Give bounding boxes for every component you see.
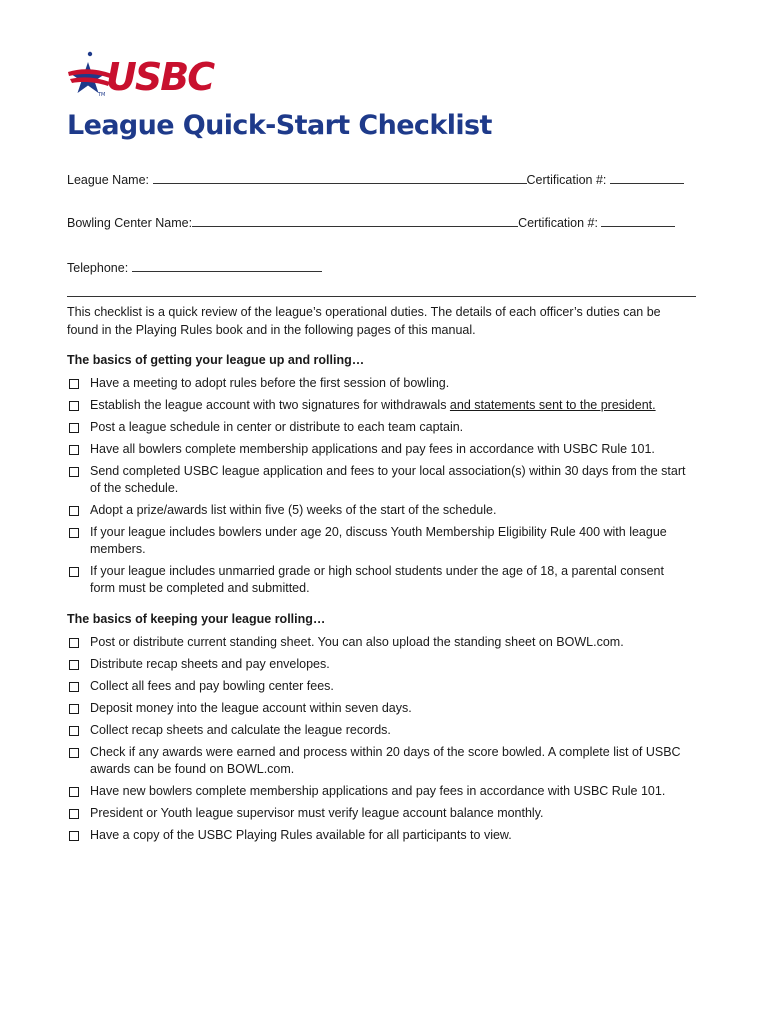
checkbox[interactable]: [69, 704, 79, 714]
trademark-mark: TM: [98, 92, 106, 98]
checkbox[interactable]: [69, 467, 79, 477]
checkbox[interactable]: [69, 567, 79, 577]
checkbox[interactable]: [69, 401, 79, 411]
intro-paragraph: This checklist is a quick review of the league’s operational duties. The details of each officer’s duties can be found in the Playing Rules book and in the following pages of this manual.: [67, 305, 661, 337]
checklist-item: President or Youth league supervisor must verify league account balance monthly.: [67, 805, 687, 822]
section-heading-getting-started: The basics of getting your league up and rolling…: [67, 353, 365, 367]
checklist-item: Check if any awards were earned and process within 20 days of the score bowled. A complete list of USBC awards can be found on BOWL.com.: [67, 744, 687, 778]
divider: [67, 296, 696, 297]
league-name-field[interactable]: [153, 171, 527, 184]
telephone-row: [67, 259, 322, 276]
checklist-item: Send completed USBC league application and fees to your local association(s) within 30 days from the start of the schedule.: [67, 463, 687, 497]
page-title: League Quick-Start Checklist: [67, 110, 492, 141]
pin-head: [88, 52, 92, 56]
logo-text: USBC: [106, 55, 214, 98]
checklist-item: Post or distribute current standing sheet. You can also upload the standing sheet on BOWL.com.: [67, 634, 687, 651]
certification-label: Certification #:: [526, 173, 607, 187]
bowling-center-row: [67, 214, 675, 231]
league-name-row: [67, 171, 684, 188]
certification-label: Certification #:: [518, 216, 598, 230]
checklist-item: Have new bowlers complete membership applications and pay fees in accordance with USBC Rule 101.: [67, 783, 687, 800]
telephone-label: Telephone:: [67, 261, 129, 275]
league-name-label: League Name:: [67, 173, 150, 187]
checklist-item: If your league includes bowlers under age 20, discuss Youth Membership Eligibility Rule 400 with league members.: [67, 524, 687, 558]
section-heading-keeping-rolling: The basics of keeping your league rolling…: [67, 612, 326, 626]
checkbox[interactable]: [69, 445, 79, 455]
checkbox[interactable]: [69, 748, 79, 758]
checklist-item: Post a league schedule in center or distribute to each team captain.: [67, 419, 687, 436]
checklist-item: If your league includes unmarried grade or high school students under the age of 18, a parental consent form must be completed and submitted.: [67, 563, 687, 597]
checklist-item: Collect recap sheets and calculate the league records.: [67, 722, 687, 739]
checkbox[interactable]: [69, 638, 79, 648]
checklist-item: Distribute recap sheets and pay envelopes.: [67, 656, 687, 673]
certification-field[interactable]: [610, 171, 684, 184]
checklist-item: Have all bowlers complete membership applications and pay fees in accordance with USBC Rule 101.: [67, 441, 687, 458]
checkbox[interactable]: [69, 528, 79, 538]
checklist-item: Adopt a prize/awards list within five (5) weeks of the start of the schedule.: [67, 502, 687, 519]
usbc-logo: [66, 48, 266, 98]
certification-field[interactable]: [601, 214, 675, 227]
bowling-center-field[interactable]: [192, 214, 518, 227]
checklist-item: Have a copy of the USBC Playing Rules available for all participants to view.: [67, 827, 687, 844]
checkbox[interactable]: [69, 809, 79, 819]
underlined-text: and statements sent to the president.: [449, 398, 656, 412]
checkbox[interactable]: [69, 423, 79, 433]
checklist-item: Deposit money into the league account within seven days.: [67, 700, 687, 717]
checklist-keeping-rolling: [67, 634, 687, 849]
checklist-item: Establish the league account with two signatures for withdrawals and statements sent to the president.: [67, 397, 687, 414]
checkbox[interactable]: [69, 379, 79, 389]
checkbox[interactable]: [69, 831, 79, 841]
checkbox[interactable]: [69, 660, 79, 670]
checklist-getting-started: [67, 375, 687, 602]
checkbox[interactable]: [69, 682, 79, 692]
checkbox[interactable]: [69, 787, 79, 797]
checkbox[interactable]: [69, 506, 79, 516]
bowling-center-label: Bowling Center Name:: [67, 216, 193, 230]
telephone-field[interactable]: [132, 259, 322, 272]
checklist-item: Have a meeting to adopt rules before the first session of bowling.: [67, 375, 687, 392]
checkbox[interactable]: [69, 726, 79, 736]
checklist-item: Collect all fees and pay bowling center fees.: [67, 678, 687, 695]
